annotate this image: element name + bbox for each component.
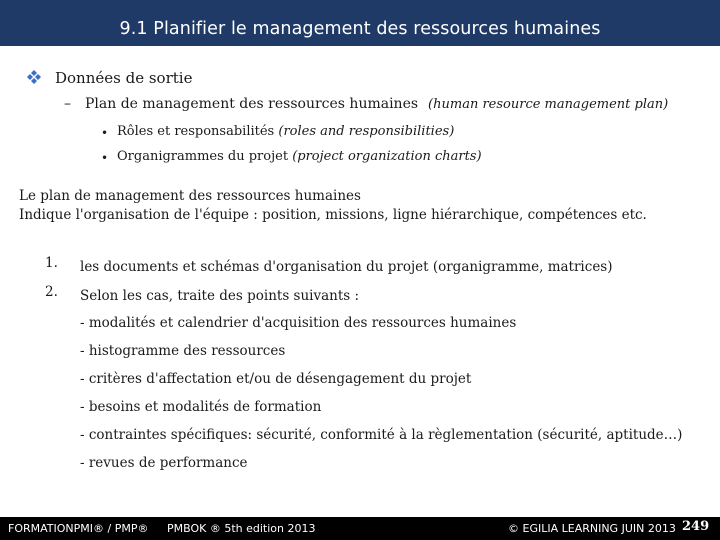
sub-item: - contraintes spécifiques: sécurité, conformité à la règlementation (sécurité, aptitude…) — [80, 427, 683, 443]
bullet-text: Rôles et responsabilités — [117, 124, 275, 139]
sub-item: - revues de performance — [80, 455, 248, 471]
footer-middle: PMBOK ® 5th edition 2013 — [167, 522, 316, 535]
bullet-text-en: (project organization charts) — [292, 149, 482, 164]
diamond-bullet-icon — [26, 69, 42, 85]
bullet-text: Organigrammes du projet — [117, 149, 289, 164]
plan-label-en: (human resource management plan) — [428, 97, 669, 112]
list-number: 1. — [45, 255, 58, 271]
outputs-heading: Données de sortie — [55, 69, 193, 87]
plan-label-fr: Plan de management des ressources humaines — [85, 96, 419, 112]
numbered-item: les documents et schémas d'organisation du projet (organigramme, matrices) — [80, 259, 613, 275]
sub-item: - histogramme des ressources — [80, 343, 286, 359]
slide-title: 9.1 Planifier le management des ressources humaines — [119, 19, 601, 39]
bullet-item-charts — [117, 149, 482, 164]
sub-item: - critères d'affectation et/ou de désengagement du projet — [80, 371, 472, 387]
sub-item: - besoins et modalités de formation — [80, 399, 322, 415]
footer-right: © EGILIA LEARNING JUIN 2013 — [508, 522, 676, 535]
numbered-item: Selon les cas, traite des points suivants : — [80, 288, 360, 304]
bullet-symbol: • — [101, 151, 109, 165]
plan-title: Le plan de management des ressources humaines — [19, 188, 361, 204]
dash-bullet: – — [64, 96, 71, 112]
bullet-symbol: • — [101, 126, 109, 140]
plan-description: Indique l'organisation de l'équipe : position, missions, ligne hiérarchique, compétences etc. — [19, 207, 647, 223]
bullet-item-roles — [117, 124, 454, 139]
page-number: 249 — [682, 519, 710, 534]
bullet-text-en: (roles and responsibilities) — [278, 124, 455, 139]
footer-bar — [0, 517, 720, 540]
footer-left: FORMATIONPMI® / PMP® — [8, 522, 149, 535]
sub-item: - modalités et calendrier d'acquisition des ressources humaines — [80, 315, 517, 331]
list-number: 2. — [45, 284, 58, 300]
plan-label — [85, 96, 668, 112]
